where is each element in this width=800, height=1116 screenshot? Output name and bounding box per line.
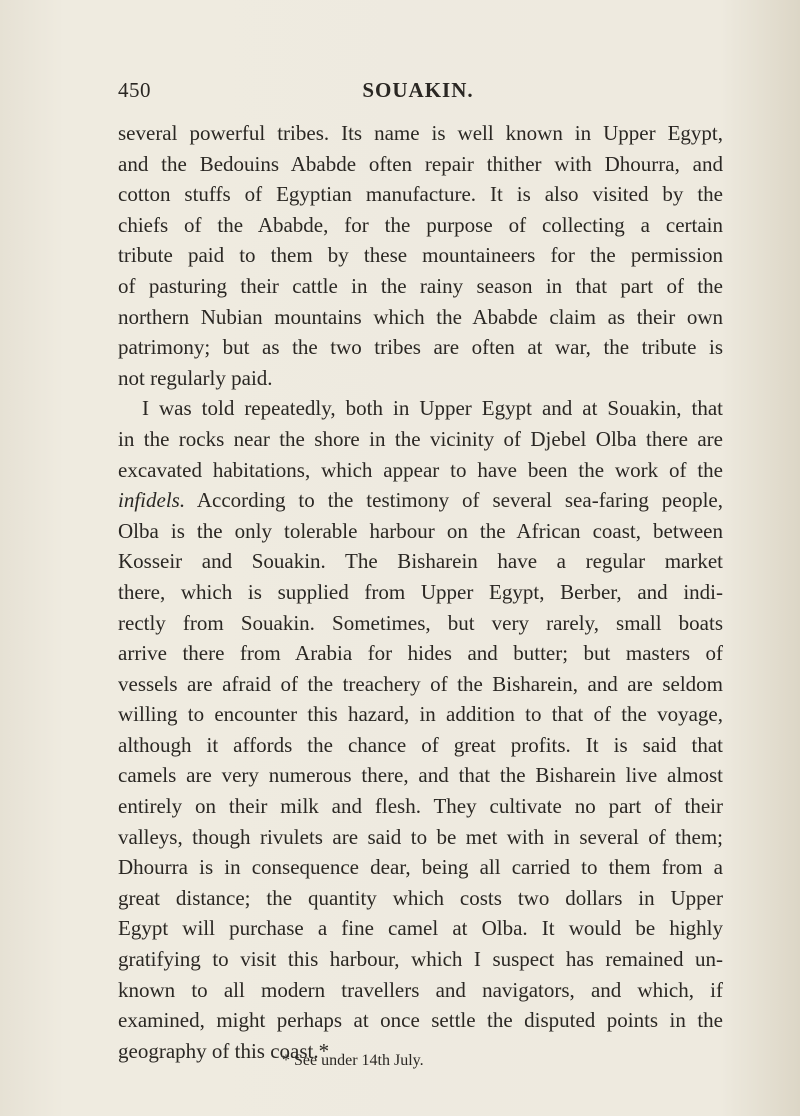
page-number: 450 bbox=[118, 78, 151, 102]
text-line: entirely on their milk and flesh. They cultivate no part of their bbox=[118, 794, 723, 819]
text-line: Olba is the only tolerable harbour on the African coast, between bbox=[118, 518, 723, 543]
text-line: several powerful tribes. Its name is well known in Upper Egypt, bbox=[118, 121, 723, 145]
text-line: geography of this coast.* bbox=[118, 1038, 330, 1063]
text-line: examined, might perhaps at once settle the disputed points in the bbox=[118, 1008, 723, 1033]
text-line: although it affords the chance of great profits. It is said that bbox=[118, 732, 723, 757]
text-line: gratifying to visit this harbour, which I suspect has remained un- bbox=[118, 947, 723, 972]
text-line: in the rocks near the shore in the vicinity of Djebel Olba there are bbox=[118, 426, 723, 451]
text-line: valleys, though rivulets are said to be met with in several of them; bbox=[118, 824, 723, 849]
text-line: excavated habitations, which appear to have been the work of the bbox=[118, 457, 723, 482]
text-line: arrive there from Arabia for hides and butter; but masters of bbox=[118, 641, 723, 666]
text-line: chiefs of the Ababde, for the purpose of collecting a certain bbox=[118, 212, 723, 237]
text-line: willing to encounter this hazard, in addition to that of the voyage, bbox=[118, 702, 723, 727]
text-line: not regularly paid. bbox=[118, 365, 273, 390]
text-line: and the Bedouins Ababde often repair thither with Dhourra, and bbox=[118, 151, 723, 176]
text-line: rectly from Souakin. Sometimes, but very rarely, small boats bbox=[118, 610, 723, 635]
text-line: I was told repeatedly, both in Upper Egypt and at Souakin, that bbox=[142, 396, 723, 421]
running-head: SOUAKIN. bbox=[362, 78, 474, 102]
page-header bbox=[118, 78, 718, 108]
text-line: there, which is supplied from Upper Egypt, Berber, and indi- bbox=[118, 579, 723, 604]
text-line: known to all modern travellers and navigators, and which, if bbox=[118, 977, 723, 1002]
text-line: camels are very numerous there, and that the Bisharein live almost bbox=[118, 763, 723, 788]
text-line: of pasturing their cattle in the rainy season in that part of the bbox=[118, 273, 723, 298]
text-line: tribute paid to them by these mountaineers for the permission bbox=[118, 243, 723, 268]
text-line: patrimony; but as the two tribes are often at war, the tribute is bbox=[118, 335, 723, 360]
text-line: northern Nubian mountains which the Ababde claim as their own bbox=[118, 304, 723, 329]
italic-word: infidels. bbox=[118, 488, 186, 513]
footnote: * See under 14th July. bbox=[282, 1052, 424, 1069]
text-line: vessels are afraid of the treachery of the Bisharein, and are seldom bbox=[118, 671, 723, 696]
text-line: Dhourra is in consequence dear, being all carried to them from a bbox=[118, 855, 723, 880]
text-line: Egypt will purchase a fine camel at Olba. It would be highly bbox=[118, 916, 723, 941]
text-line: Kosseir and Souakin. The Bisharein have a regular market bbox=[118, 549, 723, 574]
body-text bbox=[118, 118, 723, 1066]
text-line: cotton stuffs of Egyptian manufacture. It is also visited by the bbox=[118, 182, 723, 207]
text-line: great distance; the quantity which costs two dollars in Upper bbox=[118, 885, 723, 910]
text-line: infidels. According to the testimony of several sea-faring people, bbox=[118, 488, 723, 513]
